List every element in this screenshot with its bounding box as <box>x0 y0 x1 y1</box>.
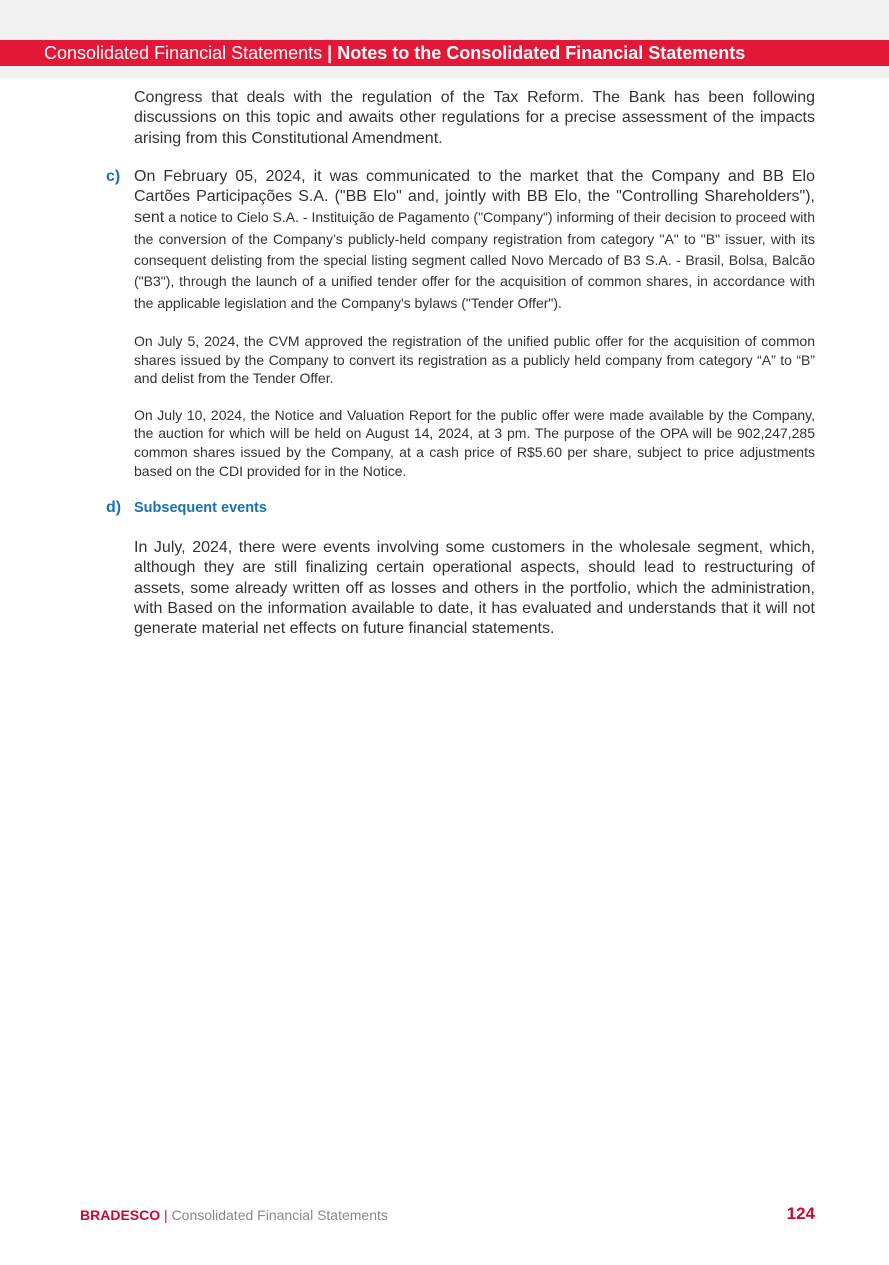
footer-separator: | <box>164 1207 168 1223</box>
item-c-paragraph-1 <box>134 167 815 314</box>
item-c-paragraph-1-lead: On February 05, 2024, it was communicated to the market that the Company and BB Elo Cartões Participações S.A. ("BB Elo" and, jointly with BB Elo, the "Controlling Shareholders"), sent <box>134 167 815 227</box>
note-item-d <box>0 498 889 639</box>
item-c-paragraph-1-continuation: a notice to Cielo S.A. - Instituição de Pagamento ("Company") informing of their decision to proceed with the conversion of the Company’s publicly-held company registration from category "A" to "B" issuer, with its consequent delisting from the special listing segment called Novo Mercado of B3 S.A. - Brasil, Bolsa, Balcão ("B3"), through the launch of a unified tender offer for the acquisition of common shares, in accordance with the applicable legislation and the Company's bylaws ("Tender Offer"). <box>134 209 815 311</box>
item-c-paragraph-2: On July 5, 2024, the CVM approved the registration of the unified public offer for the acquisition of common shares issued by the Company to convert its registration as a publicly held company from category “A” to “B” and delist from the Tender Offer. <box>134 332 815 387</box>
page-content <box>0 88 889 640</box>
item-c-paragraph-3: On July 10, 2024, the Notice and Valuation Report for the public offer were made available by the Company, the auction for which will be held on August 14, 2024, at 3 pm. The purpose of the OPA will be 902,247,285 common shares issued by the Company, at a cash price of R$5.60 per share, subject to price adjustments based on the CDI provided for in the Notice. <box>134 406 815 479</box>
top-margin-strip <box>0 0 889 40</box>
header-title-subsection: Notes to the Consolidated Financial Statements <box>337 43 746 63</box>
intro-paragraph: Congress that deals with the regulation of the Tax Reform. The Bank has been following discussions on this topic and awaits other regulations for a precise assessment of the impacts arising from this Constitutional Amendment. <box>134 89 815 147</box>
page-number: 124 <box>786 1204 815 1223</box>
item-c-letter: c) <box>106 167 121 185</box>
page-header <box>0 40 889 66</box>
header-separator: | <box>327 43 333 63</box>
section-title-subsequent-events: Subsequent events <box>134 500 267 517</box>
item-d-paragraph: In July, 2024, there were events involving some customers in the wholesale segment, which, although they are still finalizing certain operational aspects, should lead to restructuring of assets, some already written off as losses and others in the portfolio, which the administration, with Based on the information available to date, it has evaluated and understands that it will not generate material net effects on future financial statements. <box>134 539 815 638</box>
item-d-letter: d) <box>106 499 122 517</box>
header-under-strip <box>0 66 889 78</box>
footer-brand: BRADESCO <box>80 1207 161 1223</box>
page-footer <box>80 1206 815 1226</box>
footer-subtitle: Consolidated Financial Statements <box>171 1207 388 1223</box>
header-title-section: Consolidated Financial Statements <box>44 43 323 63</box>
note-item-c <box>0 167 889 480</box>
